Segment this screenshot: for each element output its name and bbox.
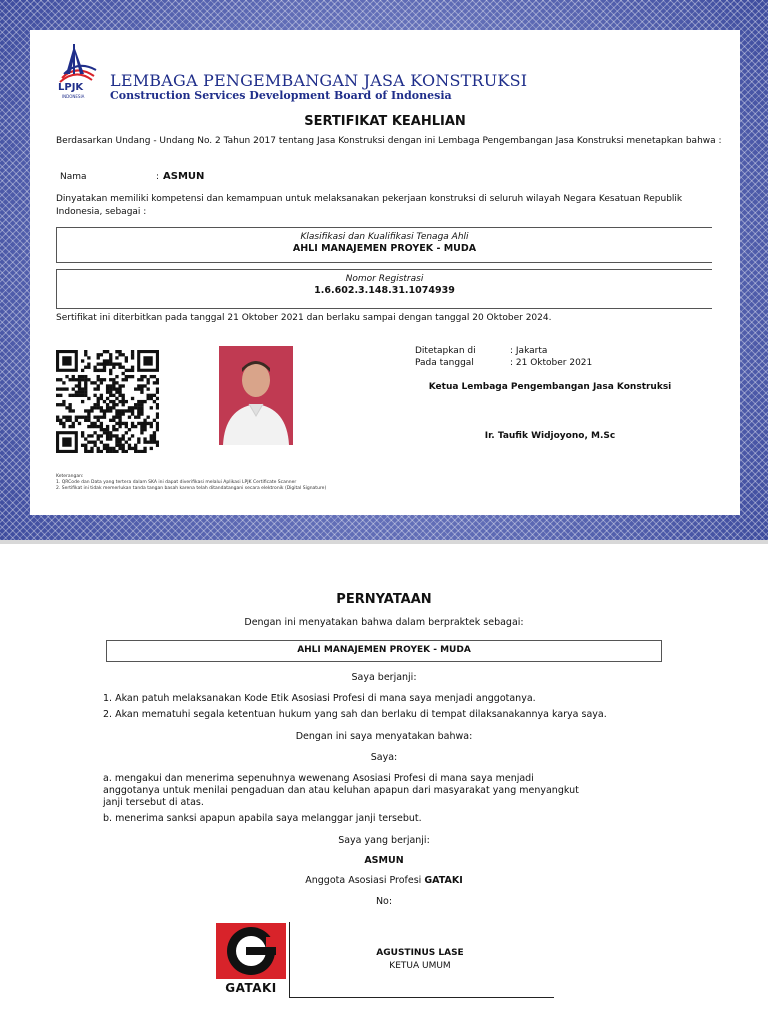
name-label: Nama [60,172,87,182]
saya-label: Saya: [370,752,398,763]
page-divider [0,540,768,544]
member-association: GATAKI [424,875,463,886]
signer-name: Ir. Taufik Widjoyono, M.Sc [484,431,616,441]
gataki-logo-text: GATAKI [225,981,277,995]
issued-on-label: Pada tanggal [415,358,474,368]
declaration-item-a: a. mengakui dan menerima sepenuhnya wewenang Asosiasi Profesi di mana saya menjadi anggotanya untuk menilai pengaduan dan atau keluhan apapun dari masyarakat yang menyangkut janji tersebut di atas. [103,773,579,808]
role-value: AHLI MANAJEMEN PROYEK - MUDA [297,645,471,655]
declaration-item-b: b. menerima sanksi apapun apabila saya melanggar janji tersebut. [103,813,422,824]
note-2: 2. Sertifikat ini tidak memerlukan tanda tangan basah karena telah ditandatangani secara elektronik (Digital Signature) [56,486,327,491]
lpjk-logo [52,40,100,102]
lpjk-acronym: LPJK [58,82,84,93]
name-colon: : [156,172,160,182]
lpjk-country: INDONESIA [62,94,85,99]
lpjk-emblem-icon [52,40,100,88]
certificate-title: SERTIFIKAT KEAHLIAN [304,114,466,129]
chair-title: KETUA UMUM [389,961,451,971]
person-photo-icon [219,346,293,445]
member-prefix: Anggota Asosiasi Profesi [305,875,422,886]
signature-vertical-rule [289,922,290,998]
promise-item-1: 1. Akan patuh melaksanakan Kode Etik Asosiasi Profesi di mana saya menjadi anggotanya. [103,693,536,704]
statement-title: PERNYATAAN [336,592,432,607]
holder-photo [219,346,293,445]
qr-code [56,350,159,453]
registration-number: 1.6.602.3.148.31.1074939 [314,285,455,296]
statement-intro: Dengan ini menyatakan bahwa dalam berpraktek sebagai: [244,617,524,628]
validity-statement: Sertifikat ini diterbitkan pada tanggal 21 Oktober 2021 dan berlaku sampai dengan tanggal 20 Oktober 2024. [56,313,552,323]
promise-item-2: 2. Akan mematuhi segala ketentuan hukum yang sah dan berlaku di tempat dilaksanakannya karya saya. [103,709,607,720]
declare-label: Dengan ini saya menyatakan bahwa: [295,731,473,742]
registration-box [56,269,712,309]
signature-horizontal-rule [289,997,554,998]
classification-value: AHLI MANAJEMEN PROYEK - MUDA [292,243,477,254]
classification-box [56,227,712,263]
logo-name-id: LEMBAGA PENGEMBANGAN JASA KONSTRUKSI [110,71,528,90]
notes-title: Keterangan: [56,474,84,479]
issued-on-value: : 21 Oktober 2021 [510,358,593,368]
signer-title: Ketua Lembaga Pengembangan Jasa Konstruksi [428,382,672,392]
issued-at-label: Ditetapkan di [415,346,476,356]
member-line [0,875,768,886]
holder-name: ASMUN [163,171,205,182]
classification-label: Klasifikasi dan Kualifikasi Tenaga Ahli [300,232,469,242]
qr-code-icon [56,350,159,453]
issued-at-value: : Jakarta [510,346,548,356]
certificate-intro: Berdasarkan Undang - Undang No. 2 Tahun 2017 tentang Jasa Konstruksi dengan ini Lembaga Pengembangan Jasa Konstruksi menetapkan bahwa : [56,136,722,146]
logo-name-en: Construction Services Development Board of Indonesia [110,89,452,102]
registration-label: Nomor Registrasi [345,274,424,284]
statement-signer-name: ASMUN [364,855,404,866]
role-box [106,640,662,662]
signer-label: Saya yang berjanji: [338,835,430,846]
competence-statement: Dinyatakan memiliki kompetensi dan kemampuan untuk melaksanakan pekerjaan konstruksi di seluruh wilayah Negara Kesatuan Republik Indonesia, sebagai : [56,194,683,217]
member-no-label: No: [375,896,393,907]
gataki-logo [216,923,286,996]
promise-label: Saya berjanji: [351,672,417,683]
gataki-emblem-icon [216,923,286,979]
chair-name: AGUSTINUS LASE [376,948,464,958]
note-1: 1. QRCode dan Data yang tertera dalam SKA ini dapat diverifikasi melalui Aplikasi LPJK Certificate Scanner [56,480,297,485]
